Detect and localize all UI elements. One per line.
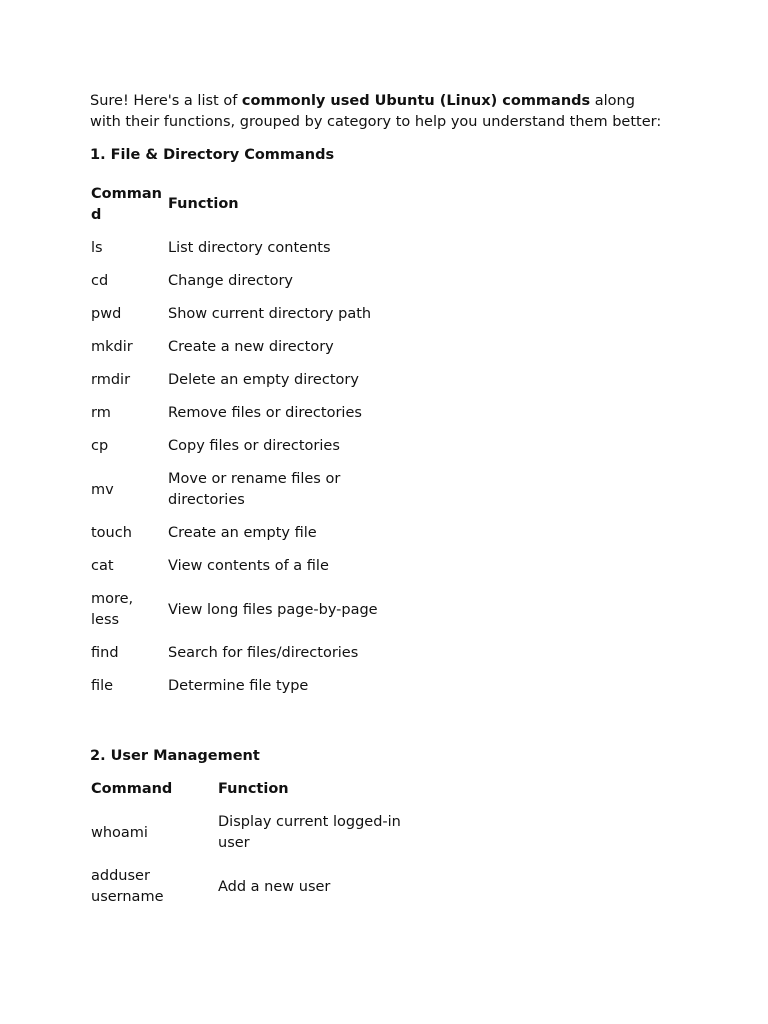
table-row bbox=[91, 331, 408, 364]
command-cell: pwd bbox=[91, 306, 122, 322]
command-cell: find bbox=[91, 645, 119, 661]
file-directory-table bbox=[91, 177, 408, 703]
table-row bbox=[91, 298, 408, 331]
column-header-function: Function bbox=[218, 781, 289, 797]
user-management-table bbox=[91, 778, 418, 914]
function-cell: List directory contents bbox=[168, 240, 331, 256]
table-header-row bbox=[91, 177, 408, 232]
table-row bbox=[91, 364, 408, 397]
table-row bbox=[91, 397, 408, 430]
command-cell: rm bbox=[91, 405, 111, 421]
command-cell: cd bbox=[91, 273, 109, 289]
intro-bold-text: commonly used Ubuntu (Linux) commands bbox=[241, 93, 591, 109]
function-cell: Move or rename files or directories bbox=[168, 471, 341, 508]
table-row bbox=[91, 517, 408, 550]
section-heading-user-management: 2. User Management bbox=[90, 748, 260, 764]
function-cell: View long files page-by-page bbox=[168, 601, 378, 618]
document-page bbox=[90, 91, 670, 914]
table-row bbox=[91, 583, 408, 637]
function-cell: Create a new directory bbox=[168, 339, 334, 355]
column-header-function: Function bbox=[168, 196, 239, 212]
table-row bbox=[91, 265, 408, 298]
function-cell: View contents of a file bbox=[168, 558, 329, 574]
table-row bbox=[91, 232, 408, 265]
command-cell: mkdir bbox=[91, 339, 133, 355]
table-row bbox=[91, 860, 418, 914]
table-row bbox=[91, 670, 408, 703]
command-cell: ls bbox=[91, 240, 103, 256]
column-header-command: Command bbox=[91, 781, 173, 797]
function-cell: Copy files or directories bbox=[168, 438, 340, 454]
command-cell: rmdir bbox=[91, 372, 131, 388]
function-cell: Change directory bbox=[168, 273, 293, 289]
function-cell: Create an empty file bbox=[168, 525, 317, 541]
table-header-row bbox=[91, 778, 418, 806]
function-cell: Add a new user bbox=[218, 878, 331, 895]
command-cell: adduser username bbox=[91, 868, 164, 905]
command-cell: more, less bbox=[91, 591, 134, 628]
command-cell: cp bbox=[91, 438, 109, 454]
table-row bbox=[91, 463, 408, 517]
intro-text-1: Sure! Here's a list of bbox=[90, 93, 242, 109]
command-cell: mv bbox=[91, 481, 114, 498]
intro-text-2: along with their functions, grouped by category to help you understand them better: bbox=[90, 93, 662, 130]
table-row bbox=[91, 430, 408, 463]
command-cell: touch bbox=[91, 525, 132, 541]
function-cell: Delete an empty directory bbox=[168, 372, 359, 388]
table-row bbox=[91, 550, 408, 583]
command-cell: cat bbox=[91, 558, 114, 574]
command-cell: whoami bbox=[91, 824, 148, 841]
function-cell: Determine file type bbox=[168, 678, 309, 694]
function-cell: Display current logged-in user bbox=[218, 814, 401, 851]
function-cell: Show current directory path bbox=[168, 306, 372, 322]
intro-paragraph bbox=[90, 91, 670, 133]
section-heading-file-directory: 1. File & Directory Commands bbox=[90, 147, 335, 163]
table-row bbox=[91, 806, 418, 860]
column-header-command: Command bbox=[91, 186, 162, 223]
command-cell: file bbox=[91, 678, 114, 694]
function-cell: Search for files/directories bbox=[168, 645, 359, 661]
function-cell: Remove files or directories bbox=[168, 405, 362, 421]
table-row bbox=[91, 637, 408, 670]
